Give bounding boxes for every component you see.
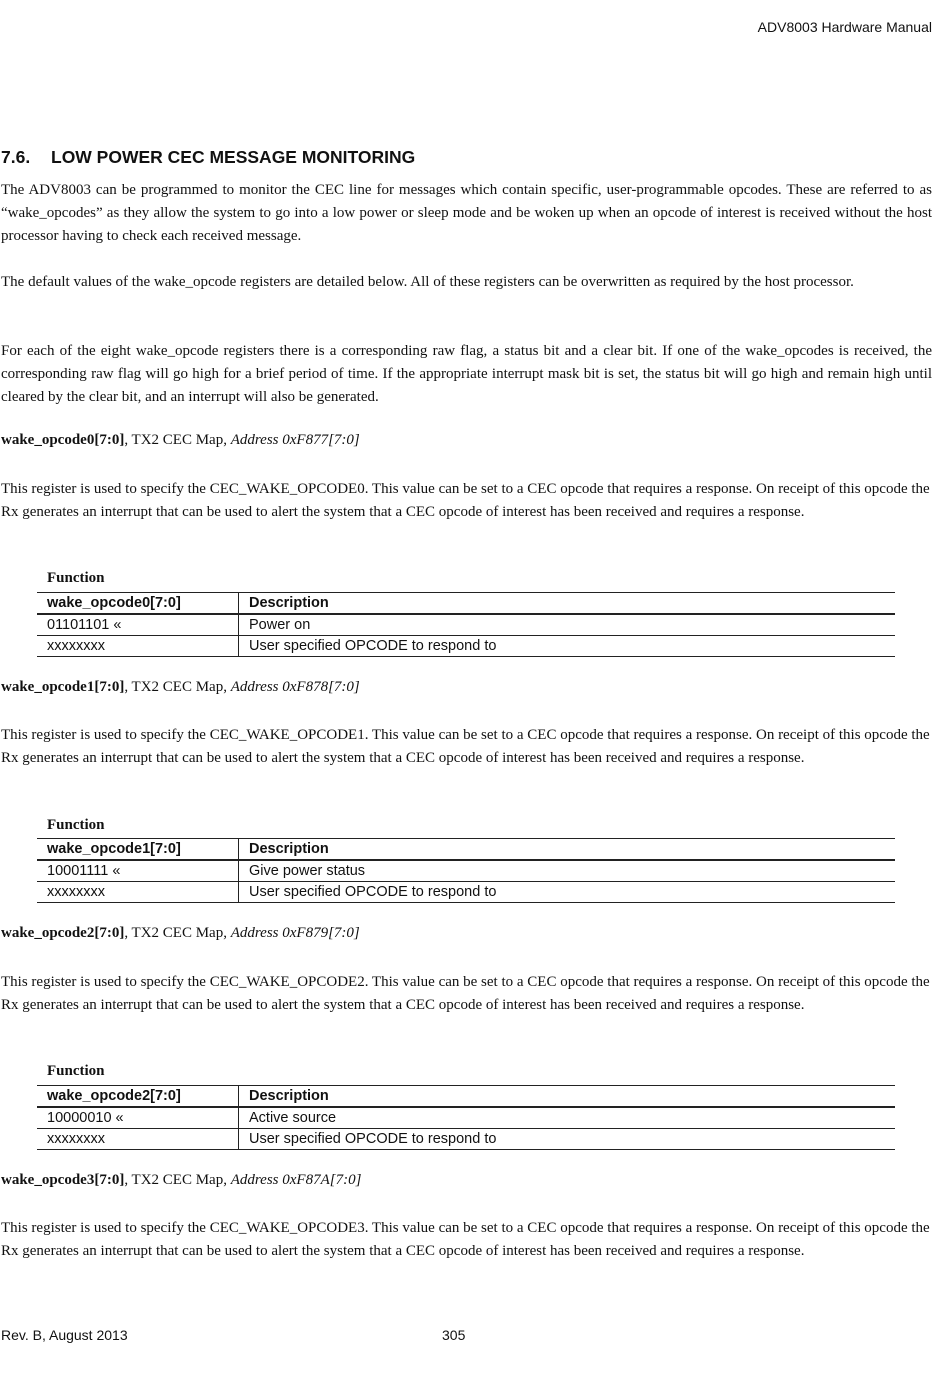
- table-row: [37, 861, 895, 882]
- register-address: Address 0xF877[7:0]: [230, 432, 360, 448]
- section-title: LOW POWER CEC MESSAGE MONITORING: [51, 147, 416, 167]
- table-header-cell: Description: [249, 1088, 329, 1104]
- function-label: Function: [47, 817, 105, 833]
- table-cell: User specified OPCODE to respond to: [249, 884, 497, 900]
- function-table: [37, 1085, 895, 1150]
- register-map: , TX2 CEC Map,: [124, 925, 231, 941]
- table-header-cell: wake_opcode1[7:0]: [37, 839, 239, 859]
- register-address: Address 0xF879[7:0]: [230, 925, 360, 941]
- register-description: This register is used to specify the CEC_WAKE_OPCODE1. This value can be set to a CEC opcode that requires a response. On receipt of this opcode the Rx generates an interrupt that can be used to alert the system that a CEC opcode of interest has been received and requires a response.: [1, 727, 930, 766]
- table-cell: xxxxxxxx: [37, 882, 239, 902]
- function-table: [37, 838, 895, 903]
- table-cell: Active source: [249, 1110, 337, 1126]
- footer-revision: Rev. B, August 2013: [1, 1327, 128, 1343]
- table-cell: xxxxxxxx: [37, 636, 239, 656]
- register-name: wake_opcode2[7:0]: [1, 925, 125, 941]
- function-table: [37, 592, 895, 657]
- function-label: Function: [47, 570, 105, 586]
- register-address: Address 0xF878[7:0]: [230, 679, 360, 695]
- register-title: [1, 925, 360, 942]
- register-title: [1, 679, 360, 696]
- register-title: [1, 1172, 361, 1189]
- footer-page-number: 305: [442, 1327, 466, 1343]
- document-header: ADV8003 Hardware Manual: [757, 19, 932, 35]
- table-cell: 10000010 «: [37, 1108, 239, 1128]
- intro-paragraph: The default values of the wake_opcode registers are detailed below. All of these registers can be overwritten as required by the host processor.: [1, 274, 854, 290]
- register-description: This register is used to specify the CEC_WAKE_OPCODE2. This value can be set to a CEC opcode that requires a response. On receipt of this opcode the Rx generates an interrupt that can be used to alert the system that a CEC opcode of interest has been received and requires a response.: [1, 974, 930, 1013]
- register-title: [1, 432, 360, 449]
- function-label: Function: [47, 1063, 105, 1079]
- table-cell: Give power status: [249, 863, 366, 879]
- table-row: [37, 882, 895, 903]
- table-header-row: [37, 592, 895, 615]
- table-cell: xxxxxxxx: [37, 1129, 239, 1149]
- section-heading: [1, 147, 415, 168]
- table-cell: 01101101 «: [37, 615, 239, 635]
- register-name: wake_opcode1[7:0]: [1, 679, 125, 695]
- register-map: , TX2 CEC Map,: [124, 1172, 231, 1188]
- table-header-cell: Description: [249, 841, 329, 857]
- table-row: [37, 615, 895, 636]
- register-name: wake_opcode0[7:0]: [1, 432, 125, 448]
- table-header-cell: wake_opcode2[7:0]: [37, 1086, 239, 1106]
- table-cell: 10001111 «: [37, 861, 239, 881]
- table-cell: User specified OPCODE to respond to: [249, 638, 497, 654]
- table-row: [37, 1108, 895, 1129]
- table-row: [37, 636, 895, 657]
- register-description: This register is used to specify the CEC_WAKE_OPCODE3. This value can be set to a CEC opcode that requires a response. On receipt of this opcode the Rx generates an interrupt that can be used to alert the system that a CEC opcode of interest has been received and requires a response.: [1, 1220, 930, 1259]
- register-description: This register is used to specify the CEC_WAKE_OPCODE0. This value can be set to a CEC opcode that requires a response. On receipt of this opcode the Rx generates an interrupt that can be used to alert the system that a CEC opcode of interest has been received and requires a response.: [1, 481, 930, 520]
- register-map: , TX2 CEC Map,: [124, 679, 231, 695]
- intro-paragraph: For each of the eight wake_opcode registers there is a corresponding raw flag, a status bit and a clear bit. If one of the wake_opcodes is received, the corresponding raw flag will go high for a brief period of time. If the appropriate interrupt mask bit is set, the status bit will go high and remain high until cleared by the clear bit, and an interrupt will also be generated.: [1, 343, 932, 405]
- register-name: wake_opcode3[7:0]: [1, 1172, 125, 1188]
- table-header-row: [37, 1085, 895, 1108]
- table-header-row: [37, 838, 895, 861]
- section-number: 7.6.: [1, 147, 31, 167]
- table-cell: User specified OPCODE to respond to: [249, 1131, 497, 1147]
- table-header-cell: wake_opcode0[7:0]: [37, 593, 239, 613]
- table-row: [37, 1129, 895, 1150]
- intro-paragraph: The ADV8003 can be programmed to monitor the CEC line for messages which contain specific, user-programmable opcodes. These are referred to as “wake_opcodes” as they allow the system to go into a low power or sleep mode and be woken up when an opcode of interest is received without the host processor having to check each received message.: [1, 182, 932, 244]
- table-header-cell: Description: [249, 595, 329, 611]
- register-address: Address 0xF87A[7:0]: [230, 1172, 362, 1188]
- register-map: , TX2 CEC Map,: [124, 432, 231, 448]
- table-cell: Power on: [249, 617, 311, 633]
